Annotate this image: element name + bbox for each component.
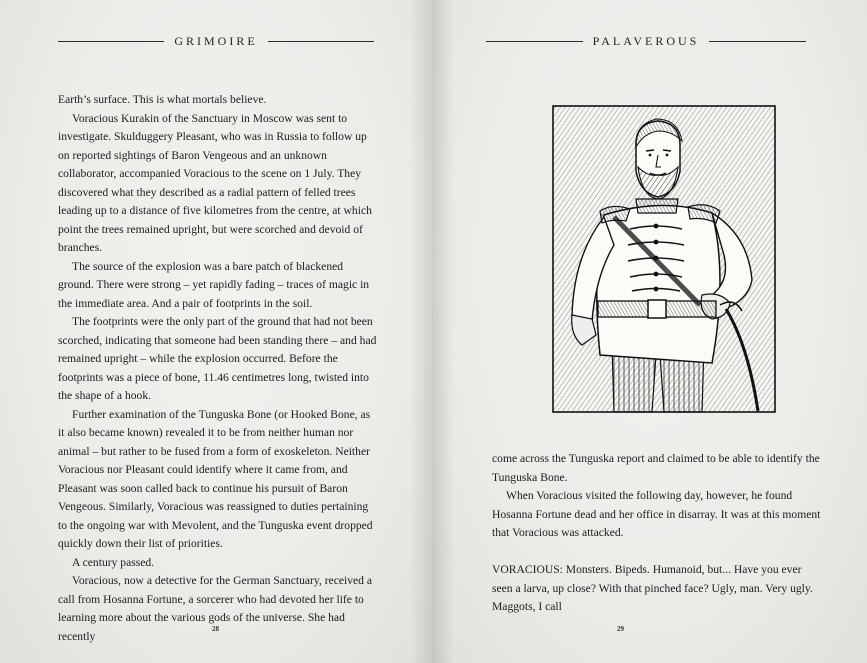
running-head-title: GRIMOIRE <box>174 34 258 48</box>
paragraph: come across the Tunguska report and claimed to be able to identify the Tunguska Bone. <box>492 452 820 484</box>
portrait-engraving-icon <box>552 105 776 413</box>
paragraph: Voracious, now a detective for the German Sanctuary, received a call from Hosanna Fortune, a sorcerer who had devoted her life to learning more about the various gods of the universe. She had recently <box>58 574 373 643</box>
right-page <box>432 0 867 663</box>
page-number: 28 <box>212 625 219 633</box>
dialogue-text: VORACIOUS: Monsters. Bipeds. Humanoid, but... Have you ever seen a larva, up close? With that pinched face? Ugly, man. Very ugly. Maggots, I call <box>492 563 813 613</box>
paragraph: The footprints were the only part of the ground that had not been scorched, indicating that someone had been standing there – and had remained upright – while the explosion occurred. Before the footprints was a piece of bone, 11.46 centimetres long, twisted into the shape of a hook. <box>58 315 377 402</box>
header-rule-right <box>268 41 374 42</box>
body-text <box>58 91 378 646</box>
left-page <box>0 0 432 663</box>
running-header <box>486 34 806 49</box>
header-rule-right <box>709 41 806 42</box>
body-text <box>492 450 822 543</box>
header-rule-left <box>486 41 583 42</box>
gutter-shadow <box>410 0 432 663</box>
page-number: 29 <box>617 625 624 633</box>
header-rule-left <box>58 41 164 42</box>
paragraph: A century passed. <box>72 555 155 569</box>
running-header <box>58 34 374 49</box>
running-head-title: PALAVEROUS <box>592 34 700 48</box>
paragraph: Voracious Kurakin of the Sanctuary in Moscow was sent to investigate. Skulduggery Pleasant, who was in Russia to follow up on reported sightings of Baron Vengeous and an unknown collaborator, accompanied Voracious to the scene on 1 July. They discovered what they described as a radial pattern of felled trees leading up to a distance of five kilometres from the centre, at which point the trees remained upright, but were scorched and devoid of branches. <box>58 111 372 254</box>
paragraph: When Voracious visited the following day, however, he found Hosanna Fortune dead and her office in disarray. It was at this moment that Voracious was attacked. <box>492 489 821 539</box>
gutter-shadow <box>432 0 454 663</box>
paragraph: Earth’s surface. This is what mortals believe. <box>58 93 267 106</box>
paragraph: Further examination of the Tunguska Bone (or Hooked Bone, as it also became known) revealed it to be from neither human nor animal – but rather to be fused from a form of exoskeleton. Neither Voracious nor Pleasant could identify where it came from, and Pleasant was soon called back to continue his pursuit of Baron Vengeous. Similarly, Voracious was reassigned to duties pertaining to the ongoing war with Mevolent, and the Tunguska event dropped quickly down their list of priorities. <box>58 407 373 550</box>
paragraph: The source of the explosion was a bare patch of blackened ground. There were strong – yet rapidly fading – traces of magic in the immediate area. And a pair of footprints in the soil. <box>58 259 370 310</box>
